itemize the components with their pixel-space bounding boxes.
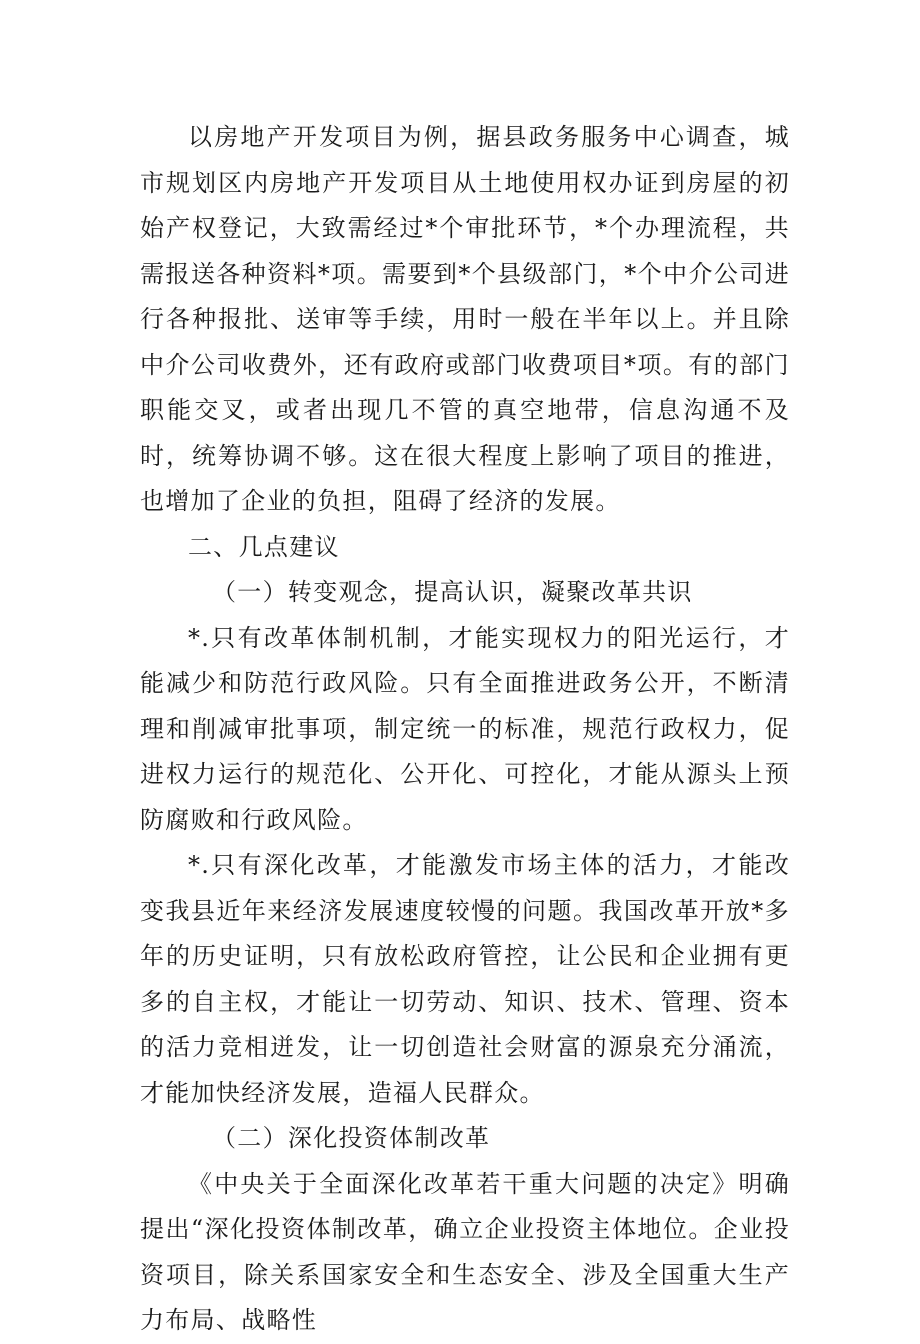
document-body — [140, 115, 790, 1344]
paragraph-real-estate-example: 以房地产开发项目为例，据县政务服务中心调查，城市规划区内房地产开发项目从土地使用权办证到房屋的初始产权登记，大致需经过*个审批环节，*个办理流程，共需报送各种资料*项。需要到*个县级部门，*个中介公司进行各种报批、送审等手续，用时一般在半年以上。并且除中介公司收费外，还有政府或部门收费项目*项。有的部门职能交叉，或者出现几不管的真空地带，信息沟通不及时，统筹协调不够。这在很大程度上影响了项目的推进，也增加了企业的负担，阻碍了经济的发展。 — [140, 123, 790, 515]
paragraph-reform-market: *.只有深化改革，才能激发市场主体的活力，才能改变我县近年来经济发展速度较慢的问题。我国改革开放*多年的历史证明，只有放松政府管控，让公民和企业拥有更多的自主权，才能让一切劳动、知识、技术、管理、资本的活力竞相迸发，让一切创造社会财富的源泉充分涌流，才能加快经济发展，造福人民群众。 — [140, 851, 790, 1107]
paragraph-central-decision: 《中央关于全面深化改革若干重大问题的决定》明确提出“深化投资体制改革，确立企业投资主体地位。企业投资项目，除关系国家安全和生态安全、涉及全国重大生产力布局、战略性 — [140, 1169, 790, 1334]
subheading-change-concepts: （一）转变观念，提高认识，凝聚改革共识 — [212, 578, 693, 606]
section-heading-suggestions: 二、几点建议 — [188, 532, 340, 561]
subheading-investment-reform: （二）深化投资体制改革 — [212, 1124, 491, 1152]
paragraph-reform-power: *.只有改革体制机制，才能实现权力的阳光运行，才能减少和防范行政风险。只有全面推进政务公开，不断清理和削减审批事项，制定统一的标准，规范行政权力，促进权力运行的规范化、公开化、可控化，才能从源头上预防腐败和行政风险。 — [140, 623, 790, 834]
